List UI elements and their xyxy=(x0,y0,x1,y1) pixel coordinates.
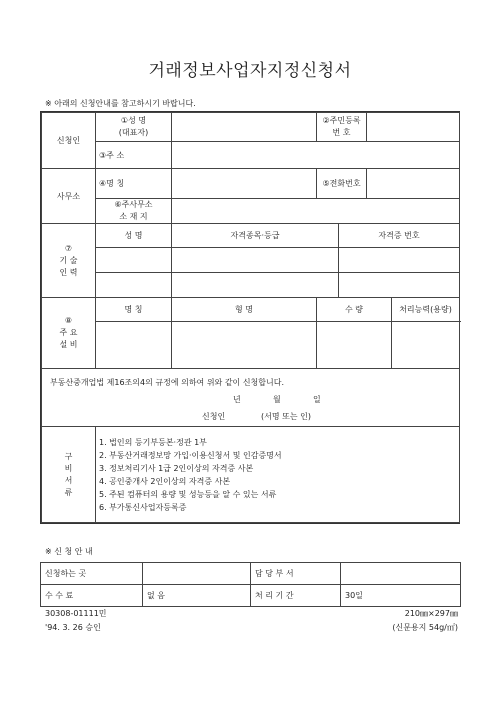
declaration-applicant-label: 신청인 xyxy=(202,412,226,421)
form-grid xyxy=(41,112,460,523)
document-item: 4. 공인중개사 2인이상의 자격증 사본 xyxy=(99,476,231,486)
equip-col-name: 명 칭 xyxy=(96,298,172,322)
tech-col-cert: 자격증 번호 xyxy=(339,224,460,248)
phone-label: ⑤전화번호 xyxy=(317,169,367,199)
equip-col-capacity: 처리능력(용량) xyxy=(392,298,460,322)
signature-label: (서명 또는 인) xyxy=(261,412,311,421)
period-label: 처 리 기 간 xyxy=(251,585,341,607)
tech-col-name: 성 명 xyxy=(96,224,172,248)
rrn-field[interactable] xyxy=(367,113,460,142)
office-location-label: ⑥주사무소 소 재 지 xyxy=(96,199,172,224)
document-item: 5. 주된 컴퓨터의 용량 및 성능등을 알 수 있는 서류 xyxy=(99,489,277,499)
name-field[interactable] xyxy=(172,113,317,142)
tech-col-type: 자격종목·등급 xyxy=(172,224,339,248)
submit-to-label: 신청하는 곳 xyxy=(41,563,143,585)
fee-label: 수 수 료 xyxy=(41,585,143,607)
guide-table xyxy=(40,562,461,607)
tech-cert-cell[interactable] xyxy=(339,273,460,298)
application-form xyxy=(40,111,460,524)
office-name-label: ④명 칭 xyxy=(96,169,172,199)
address-label: ③주 소 xyxy=(96,142,172,169)
technician-section-label: ⑦ 기 술 인 력 xyxy=(42,224,96,298)
equip-col-model: 형 명 xyxy=(172,298,317,322)
dept-value xyxy=(341,563,461,585)
guide-title: ※ 신 청 안 내 xyxy=(45,547,93,556)
equip-col-qty: 수 량 xyxy=(317,298,392,322)
fee-value: 없 음 xyxy=(143,585,251,607)
address-field[interactable] xyxy=(172,142,460,169)
phone-field[interactable] xyxy=(367,169,460,199)
document-item: 3. 정보처리기사 1급 2인이상의 자격증 사본 xyxy=(99,463,254,473)
submit-to-value xyxy=(143,563,251,585)
equipment-section-label: ⑧ 주 요 설 비 xyxy=(42,298,96,369)
approval-date: '94. 3. 26 승인 xyxy=(45,623,101,632)
page-title: 거래정보사업자지정신청서 xyxy=(148,61,352,81)
equip-model-cell[interactable] xyxy=(172,322,317,369)
tech-name-cell[interactable] xyxy=(96,248,172,273)
month-label: 월 xyxy=(273,395,281,404)
name-label: ①성 명 (대표자) xyxy=(96,113,172,142)
notice-text: ※ 아래의 신청안내를 참고하시기 바랍니다. xyxy=(45,99,196,108)
applicant-section-label: 신청인 xyxy=(42,113,96,169)
declaration-statement: 부동산중개업법 제16조의4의 규정에 의하여 위와 같이 신청합니다. xyxy=(50,378,284,387)
paper-size: 210㎜×297㎜ xyxy=(404,609,458,618)
form-number: 30308-01111민 xyxy=(45,609,107,618)
rrn-label: ②주민등록 번 호 xyxy=(317,113,367,142)
document-item: 1. 법인의 등기부등본·정관 1부 xyxy=(99,437,207,447)
equip-name-cell[interactable] xyxy=(96,322,172,369)
office-name-field[interactable] xyxy=(172,169,317,199)
paper-type: (신문용지 54g/㎡) xyxy=(392,623,458,632)
year-label: 년 xyxy=(233,395,241,404)
equip-capacity-cell[interactable] xyxy=(392,322,460,369)
tech-type-cell[interactable] xyxy=(172,248,339,273)
document-item: 2. 부동산거래정보망 가입·이용신청서 및 인감증명서 xyxy=(99,450,282,460)
office-section-label: 사무소 xyxy=(42,169,96,224)
equip-qty-cell[interactable] xyxy=(317,322,392,369)
office-location-field[interactable] xyxy=(172,199,460,224)
dept-label: 담 당 부 서 xyxy=(251,563,341,585)
document-item: 6. 부가통신사업자등록증 xyxy=(99,502,187,512)
documents-label: 구 비 서 류 xyxy=(42,427,96,523)
tech-name-cell[interactable] xyxy=(96,273,172,298)
declaration-block xyxy=(42,369,460,427)
day-label: 일 xyxy=(313,395,321,404)
tech-cert-cell[interactable] xyxy=(339,248,460,273)
period-value: 30일 xyxy=(341,585,461,607)
documents-list xyxy=(96,427,460,523)
tech-type-cell[interactable] xyxy=(172,273,339,298)
